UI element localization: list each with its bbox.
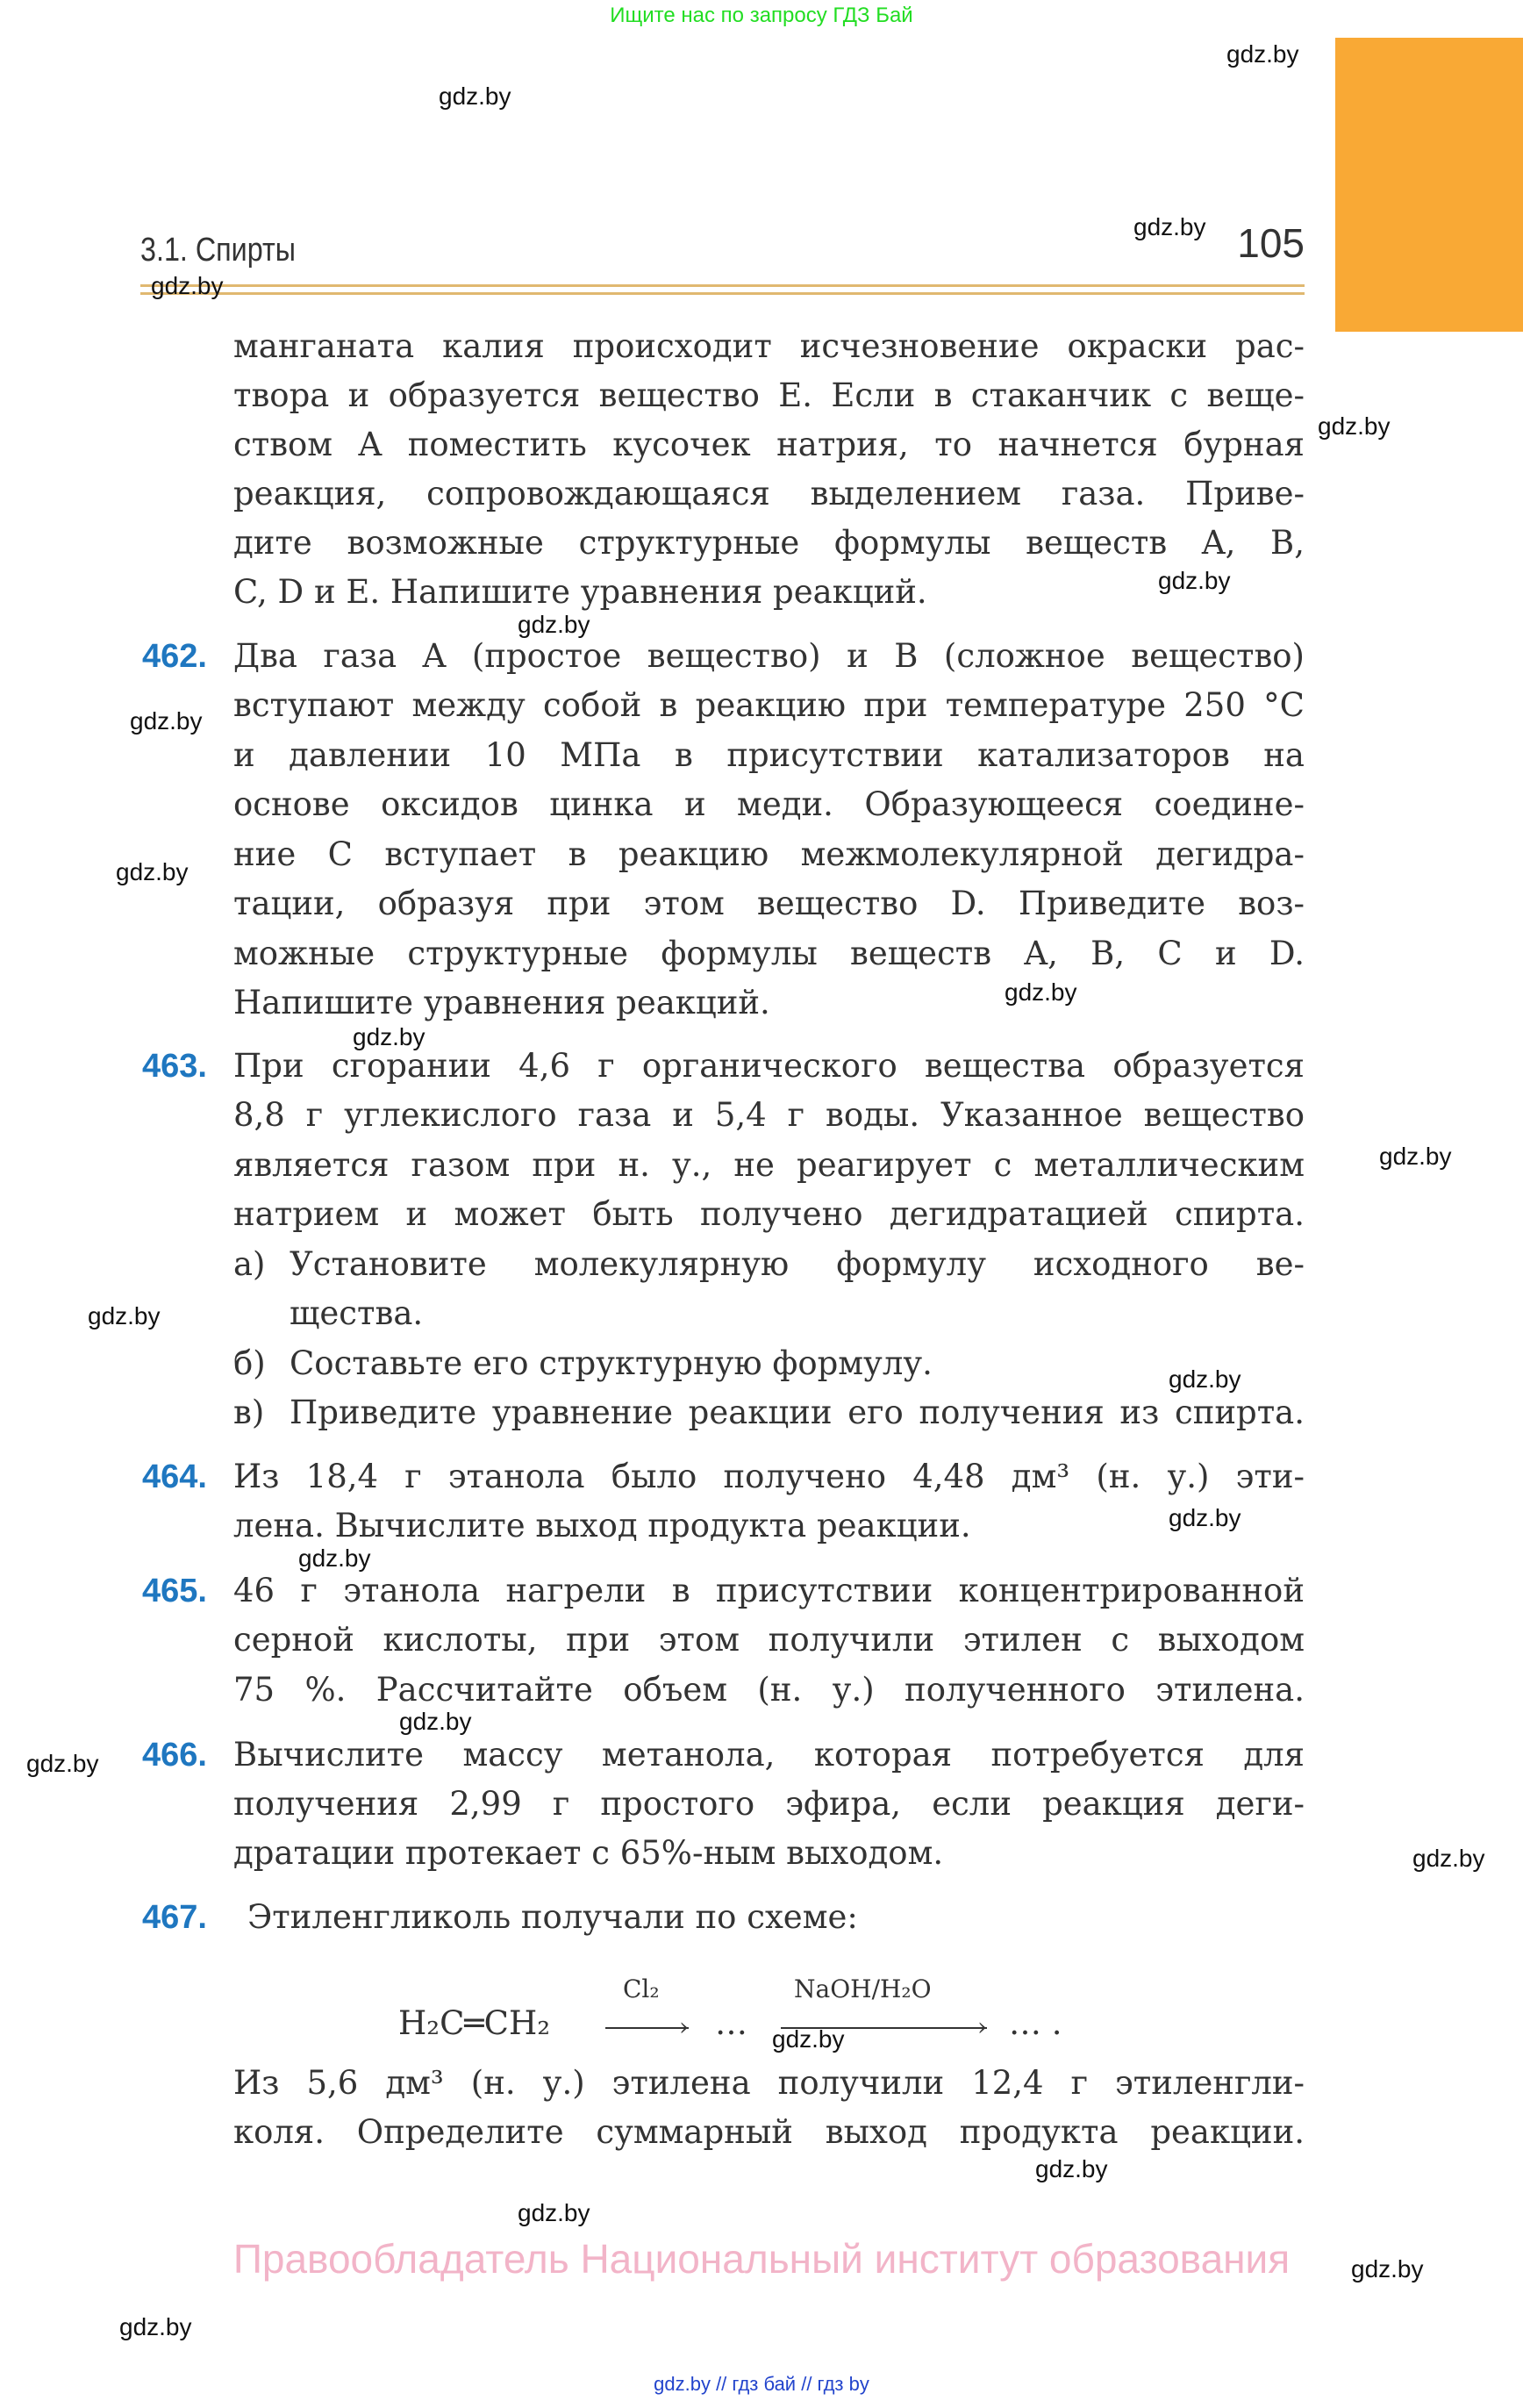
subitem-text: щества.	[290, 1294, 424, 1332]
reaction-scheme	[395, 1974, 1097, 2055]
text-line: Вычислите массу метанола, которая потребуется для	[233, 1736, 1305, 1774]
text-line: основе оксидов цинка и меди. Образующееся соедине-	[233, 785, 1305, 823]
text-line: ством A поместить кусочек натрия, то начнется бурная	[233, 426, 1305, 463]
subitem-text: Составьте его структурную формулу.	[290, 1344, 933, 1382]
text-line: C, D и E. Напишите уравнения реакций.	[233, 573, 927, 611]
problem-number-462: 462.	[142, 638, 207, 675]
footer-links[interactable]: gdz.by // гдз бай // гдз by	[654, 2373, 869, 2395]
watermark: gdz.by	[151, 272, 224, 299]
watermark: gdz.by	[439, 82, 511, 110]
watermark: gdz.by	[399, 1708, 472, 1735]
text-line: получения 2,99 г простого эфира, если реакция деги-	[233, 1785, 1305, 1823]
watermark: gdz.by	[116, 858, 189, 885]
text-line: Напишите уравнения реакций.	[233, 984, 770, 1021]
watermark: gdz.by	[1318, 412, 1391, 440]
copyright-notice: Правообладатель Национальный институт образования	[232, 2236, 1291, 2282]
text-line: ние C вступает в реакцию межмолекулярной дегидра-	[233, 835, 1305, 873]
arrowhead-1-icon: ›	[679, 2012, 690, 2041]
problem-number-465: 465.	[142, 1573, 207, 1609]
subitem-text: Установите молекулярную формулу исходного ве-	[290, 1245, 1305, 1283]
text-line: можные структурные формулы веществ A, B, C и D.	[233, 935, 1305, 972]
text-line: лена. Вычислите выход продукта реакции.	[233, 1507, 971, 1544]
watermark: gdz.by	[1351, 2255, 1424, 2283]
watermark: gdz.by	[518, 2199, 590, 2226]
text-line: натрием и может быть получено дегидратацией спирта.	[233, 1195, 1305, 1233]
problem-number-463: 463.	[142, 1048, 207, 1085]
problem-number-467: 467.	[142, 1899, 207, 1936]
page-number: 105	[1237, 220, 1305, 266]
text-line: Два газа A (простое вещество) и B (сложное вещество)	[233, 637, 1305, 675]
text-line: Из 18,4 г этанола было получено 4,48 дм³ (н. у.) эти-	[233, 1458, 1305, 1495]
problem-number-464: 464.	[142, 1458, 207, 1495]
watermark: gdz.by	[88, 1302, 161, 1329]
watermark: gdz.by	[1005, 978, 1077, 1006]
watermark: gdz.by	[1158, 567, 1231, 594]
text-line: Этиленгликоль получали по схеме:	[247, 1898, 858, 1936]
reagent-chlorine: Cl₂	[623, 1974, 660, 2003]
watermark: gdz.by	[26, 1750, 99, 1777]
subitem-label-c: в)	[233, 1394, 265, 1431]
text-line: 75 %. Рассчитайте объем (н. у.) полученного этилена.	[233, 1671, 1305, 1709]
text-line: 46 г этанола нагрели в присутствии концентрированной	[233, 1572, 1305, 1609]
text-line: реакция, сопровождающаяся выделением газа. Приве-	[233, 475, 1305, 512]
watermark: gdz.by	[1169, 1504, 1241, 1531]
arrow-1	[605, 2027, 689, 2029]
running-head-section: 3.1. Спирты	[140, 232, 296, 269]
text-line: дратации протекает с 65%-ным выходом.	[233, 1834, 944, 1872]
text-line: вступают между собой в реакцию при температуре 250 °C	[233, 686, 1305, 724]
watermark: gdz.by	[518, 611, 590, 638]
watermark: gdz.by	[298, 1544, 371, 1572]
chapter-tab	[1335, 38, 1523, 332]
text-line: серной кислоты, при этом получили этилен с выходом	[233, 1621, 1305, 1659]
subitem-label-a: а)	[233, 1245, 266, 1283]
header-rule-bottom	[140, 292, 1305, 295]
header-rule-top	[140, 284, 1305, 287]
watermark: gdz.by	[353, 1023, 425, 1050]
text-line: манганата калия происходит исчезновение окраски рас-	[233, 327, 1305, 365]
text-line: 8,8 г углекислого газа и 5,4 г воды. Указанное вещество	[233, 1096, 1305, 1134]
text-line: тации, образуя при этом вещество D. Приведите воз-	[233, 885, 1305, 922]
watermark: gdz.by	[130, 707, 203, 735]
subitem-text: Приведите уравнение реакции его получения из спирта.	[290, 1394, 1305, 1431]
text-line: Из 5,6 дм³ (н. у.) этилена получили 12,4 г этиленгли-	[233, 2064, 1305, 2102]
search-banner: Ищите нас по запросу ГДЗ Бай	[610, 4, 913, 27]
watermark: gdz.by	[1379, 1143, 1452, 1170]
arrowhead-2-icon: ›	[977, 2012, 988, 2041]
text-line: коля. Определите суммарный выход продукта реакции.	[233, 2113, 1305, 2151]
watermark: gdz.by	[1226, 40, 1299, 68]
text-line: и давлении 10 МПа в присутствии катализаторов на	[233, 736, 1305, 774]
subitem-label-b: б)	[233, 1344, 266, 1382]
watermark: gdz.by	[1169, 1365, 1241, 1393]
watermark: gdz.by	[1035, 2155, 1108, 2182]
watermark: gdz.by	[1412, 1845, 1485, 1872]
watermark: gdz.by	[1133, 213, 1206, 240]
problem-number-466: 466.	[142, 1737, 207, 1774]
text-line: твора и образуется вещество E. Если в стаканчик с веще-	[233, 376, 1305, 414]
text-line: дите возможные структурные формулы веществ A, B,	[233, 524, 1305, 562]
watermark: gdz.by	[119, 2313, 192, 2340]
reagent-naoh-water: NaOH/H₂O	[794, 1974, 932, 2003]
intermediate: …	[715, 2004, 747, 2042]
product: … .	[1009, 2004, 1062, 2042]
text-line: является газом при н. у., не реагирует с металлическим	[233, 1146, 1305, 1184]
reactant-ethylene: H₂C═CH₂	[398, 2004, 551, 2042]
watermark: gdz.by	[772, 2025, 845, 2053]
text-line: При сгорании 4,6 г органического вещества образуется	[233, 1047, 1305, 1085]
